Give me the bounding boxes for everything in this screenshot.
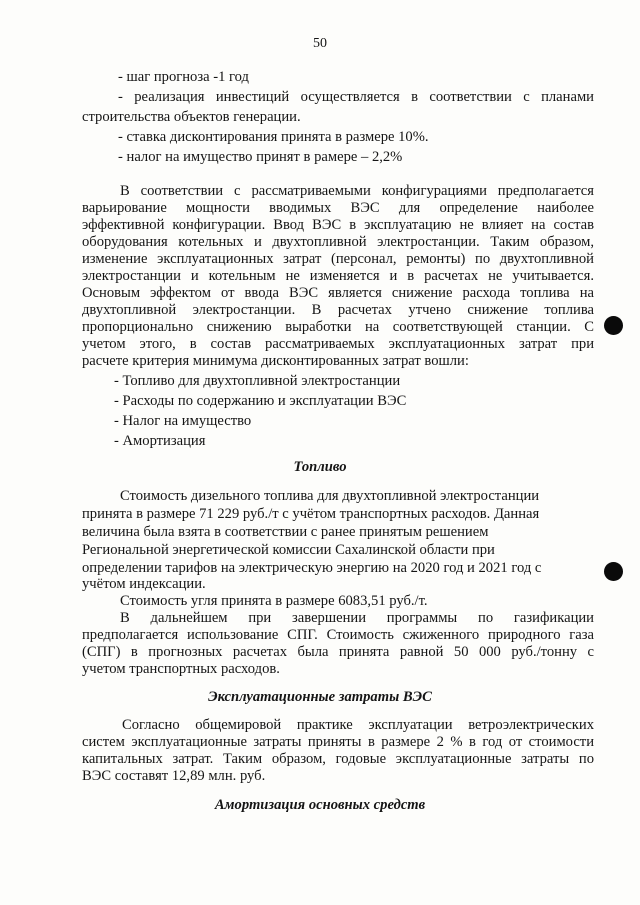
- list-item-continuation: строительства объектов генерации.: [82, 109, 301, 125]
- paragraph-line: эффективной конфигурации. Ввод ВЭС в эксплуатацию не влияет на состав: [82, 217, 594, 233]
- paragraph-line: изменение эксплуатационных затрат (персонал, ремонты) по двухтопливной: [82, 251, 594, 267]
- paragraph-line: систем эксплуатационные затраты приняты в размере 2 % в год от стоимости: [82, 734, 594, 750]
- paragraph-line: ВЭС составят 12,89 млн. руб.: [82, 768, 266, 784]
- paragraph-line: Стоимость угля принята в размере 6083,51 руб./т.: [120, 593, 428, 609]
- page-number: 50: [313, 36, 327, 51]
- section-heading-amortization: Амортизация основных средств: [214, 797, 426, 813]
- paragraph-line: учетом транспортных расходов.: [82, 661, 280, 677]
- paragraph-line: электростанции и котельным не изменяется и в расчетах не учитывается.: [82, 268, 594, 284]
- paragraph-line: учетом этого, в состав рассматриваемых эксплуатационных затрат при: [82, 336, 594, 352]
- list-item: - Топливо для двухтопливной электростанции: [114, 373, 401, 389]
- paragraph-line: пропорционально снижению выработки на соответствующей станции. С: [82, 319, 594, 335]
- paragraph-line: В соответствии с рассматриваемыми конфигурациями предполагается: [120, 183, 594, 199]
- paragraph-line: величина была взята в соответствии с ранее принятым решением: [82, 524, 489, 540]
- paragraph-line: принята в размере 71 229 руб./т с учётом транспортных расходов. Данная: [82, 506, 540, 522]
- paragraph-line: Согласно общемировой практике эксплуатации ветроэлектрических: [122, 717, 594, 733]
- paragraph-line: оборудования котельных и двухтопливной электростанции. Таким образом,: [82, 234, 594, 250]
- paragraph-line: предполагается использование СПГ. Стоимость сжиженного природного газа: [82, 627, 594, 643]
- paragraph-line: Региональной энергетической комиссии Сахалинской области при: [82, 542, 495, 558]
- section-heading-opex: Эксплуатационные затраты ВЭС: [208, 689, 432, 705]
- list-item: - шаг прогноза -1 год: [118, 69, 249, 85]
- paragraph-line: варьирование мощности вводимых ВЭС для определение наиболее: [82, 200, 594, 216]
- paragraph-line: определении тарифов на электрическую энергию на 2020 год и 2021 год с: [82, 560, 542, 576]
- punch-hole-mark: [604, 562, 623, 581]
- list-item: - налог на имущество принят в рамере – 2,2%: [118, 149, 403, 165]
- paragraph-line: (СПГ) в прогнозных расчетах была принята равной 50 000 руб./тонну с: [82, 644, 594, 660]
- paragraph-line: В дальнейшем при завершении программы по газификации: [120, 610, 594, 626]
- paragraph-line: двухтопливной электростанции. В расчетах утчено снижение топлива: [82, 302, 594, 318]
- section-heading-fuel: Топливо: [293, 459, 347, 475]
- list-item: - реализация инвестиций осуществляется в соответствии с планами: [118, 89, 594, 105]
- paragraph-line: расчете критерия минимума дисконтированных затрат вошли:: [82, 353, 469, 369]
- paragraph-line: Стоимость дизельного топлива для двухтопливной электростанции: [120, 488, 540, 504]
- paragraph-line: капитальных затрат. Таким образом, годовые эксплуатационные затраты по: [82, 751, 594, 767]
- list-item: - Налог на имущество: [114, 413, 252, 429]
- paragraph-line: учётом индексации.: [82, 576, 206, 592]
- paragraph-line: Основым эффектом от ввода ВЭС является снижение расхода топлива на: [82, 285, 594, 301]
- list-item: - Расходы по содержанию и эксплуатации ВЭС: [114, 393, 407, 409]
- punch-hole-mark: [604, 316, 623, 335]
- list-item: - ставка дисконтирования принята в размере 10%.: [118, 129, 429, 145]
- list-item: - Амортизация: [114, 433, 206, 449]
